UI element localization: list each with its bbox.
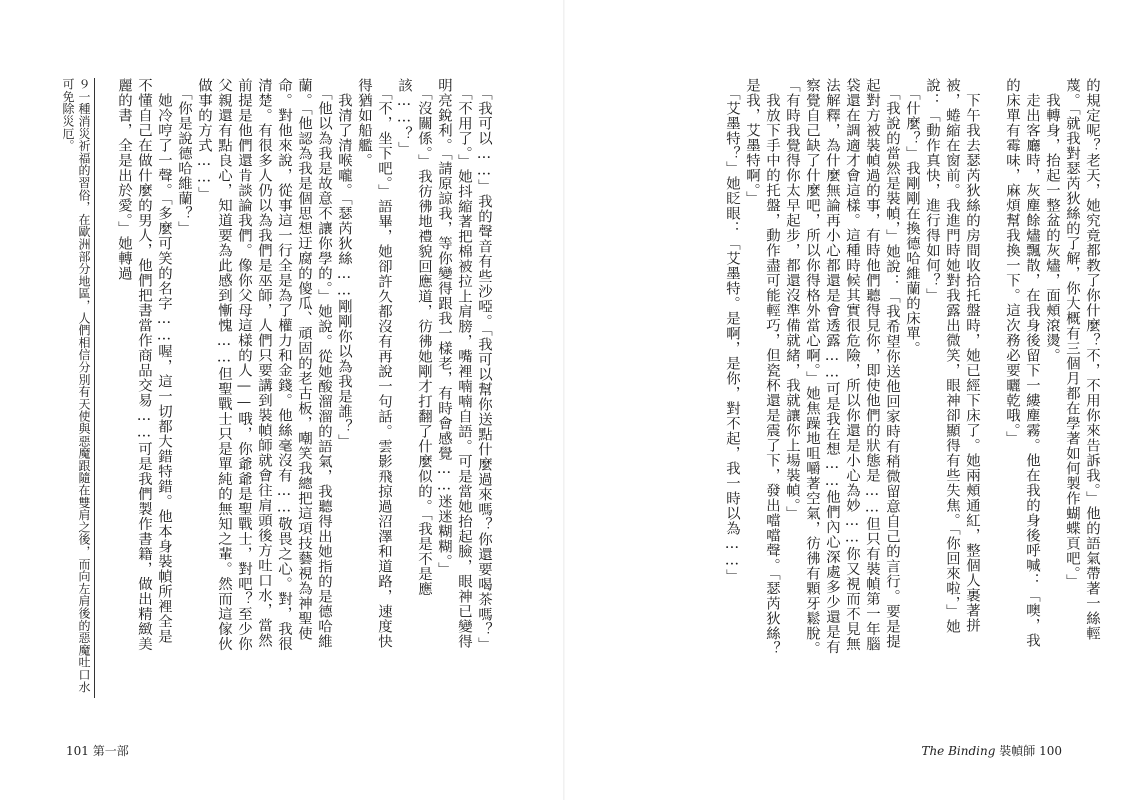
right-folio	[921, 742, 1062, 759]
right-page	[564, 0, 1128, 800]
right-page-number: 100	[1039, 744, 1062, 758]
right-running-head: 裝幀師	[999, 744, 1036, 758]
left-folio	[66, 742, 129, 759]
right-running-head-en: The Binding	[921, 744, 996, 758]
footnote-rule	[94, 78, 95, 698]
left-running-head: 第一部	[92, 744, 129, 758]
right-page-body: 的規定呢？老天，她究竟都教了你什麼？不，不用你來告訴我。」他的語氣帶著一絲輕蔑。「就我對瑟芮狄絲的了解，你大概有三個月都在學著如何製作蝴蝶頁吧。」 我轉身，抬起一整盆的灰燼，面頰滾燙。 走出客廳時，灰塵餘燼飄散，在我身後留下一縷塵霧。他在我的身後呼喊：「噢，我的床單有霉味，麻煩幫我換一下。這次務必要曬乾哦。」 下午我去瑟芮狄絲的房間收拾托盤時，她已經下床了。她兩頰通紅，整個人裹著拼被，蜷縮在窗前。我進門時她對我露出微笑，眼神卻顯得有些失焦。「你回來啦，」她說：「動作真快，進行得如何？」 「什麼？」我剛剛在換德哈維蘭的床單。 「我說的當然是裝幀，」她說：「我希望你送他回家時有稍微留意自己的言行。要是提起對方被裝幀過的事，有時他們聽得見你，即使他們的狀態是……但只有裝幀第一年腦袋還在調適才會這樣。這種時候其實很危險，所以你還是小心為妙……你又視而不見無法解釋，為什麼無論再小心都還是會透露……可是我在想……他們內心深處多少還是有察覺自己缺了什麼吧，所以你得格外當心啊。」她焦躁地咀嚼著空氣，彷彿有顆牙鬆脫。「有時我覺得你太早起步，都還沒準備就緒，我就讓你上場裝幀。」 我放下手中的托盤，動作盡可能輕巧，但瓷杯還是震了下，發出噹噹聲。「瑟芮狄絲？是我，艾墨特啊。」 「艾墨特？」她眨眼：「艾墨特。是啊，是你，對不起，我一時以為……」	[724, 78, 1100, 656]
left-page-body: 「我可以……」我的聲音有些沙啞。「我可以幫你送點什麼過來嗎？你還要喝茶嗎？」 「不用了。」她抖縮著把棉被拉上肩膀，嘴裡喃喃自語。可是當她抬起臉，眼神已變得明亮銳利。「請原諒我，等你變得跟我一樣老，有時會感覺……迷迷糊糊。」 「沒關係。」我彷彿地禮貌回應道，彷彿她剛才打翻了什麼似的。「我是不是應該……？」 「不，坐下吧。」語畢，她卻許久都沒有再說一句話。雲影飛掠過沼澤和道路，速度快得猶如船艦。 我清了清喉嚨。「瑟芮狄絲……剛剛你以為我是誰？」 「他以為我是故意不讓你學的。」她說。從她酸溜溜的語氣，我聽得出她指的是德哈維蘭。「他認為我是個思想迂腐的傻瓜、頑固的老古板，嘲笑我總把這項技藝視為神聖使命。對他來說，從事這一行全是為了權力和金錢。他絲毫沒有……敬畏之心。對，我很清楚。有很多人仍以為我們是巫師，人們只要講到裝幀師就會往肩頭後方吐口水，當然前提是他們還肯談論我們。像你父母這樣的人——哦，你爺爺是聖戰士，對吧？至少你父親還有點良心，知道要為此感到慚愧……但聖戰士只是單純的無知之輩。然而這傢伙做事的方式……」 「你是說德哈維蘭？」 她冷哼了一聲。「多麼可笑的名字……喔，這一切都大錯特錯。他本身裝幀所裡全是不懂自己在做什麼的男人，他們把書當作商品交易……可是我們製作書籍，做出精緻美麗的書，全是出於愛。」她轉過	[116, 78, 492, 652]
left-page-number: 101	[66, 744, 89, 758]
footnote: ９一種消災祈福的習俗，在歐洲部分地區，人們相信分別有天使與惡魔跟隨在雙肩之後，而向左肩後的惡魔吐口水可免除災厄。	[61, 78, 91, 693]
